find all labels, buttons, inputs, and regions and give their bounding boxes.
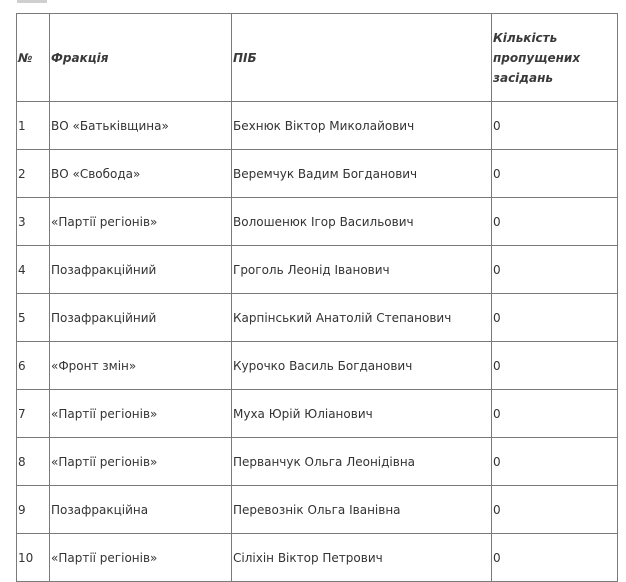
cell-full-name: Веремчук Вадим Богданович (232, 150, 492, 198)
header-full-name: ПІБ (232, 14, 492, 102)
cell-number: 1 (17, 102, 50, 150)
cell-faction: ВО «Батьківщина» (50, 102, 232, 150)
cell-number: 6 (17, 342, 50, 390)
table-row (17, 198, 618, 246)
cell-missed-count: 0 (492, 486, 618, 534)
cell-full-name: Перванчук Ольга Леонідівна (232, 438, 492, 486)
top-divider (17, 0, 47, 3)
cell-full-name: Бехнюк Віктор Миколайович (232, 102, 492, 150)
cell-missed-count: 0 (492, 150, 618, 198)
cell-missed-count: 0 (492, 342, 618, 390)
cell-full-name: Карпінський Анатолій Степанович (232, 294, 492, 342)
cell-faction: Позафракційна (50, 486, 232, 534)
cell-faction: «Партії регіонів» (50, 438, 232, 486)
header-faction: Фракція (50, 14, 232, 102)
cell-missed-count: 0 (492, 246, 618, 294)
cell-missed-count: 0 (492, 390, 618, 438)
cell-missed-count: 0 (492, 438, 618, 486)
table-row (17, 342, 618, 390)
cell-faction: Позафракційний (50, 294, 232, 342)
table-row (17, 534, 618, 582)
table-row (17, 390, 618, 438)
cell-missed-count: 0 (492, 198, 618, 246)
table-header-row (17, 14, 618, 102)
cell-number: 4 (17, 246, 50, 294)
attendance-table (16, 13, 618, 582)
cell-number: 3 (17, 198, 50, 246)
table-row (17, 294, 618, 342)
cell-full-name: Муха Юрій Юліанович (232, 390, 492, 438)
table-row (17, 246, 618, 294)
cell-full-name: Перевознік Ольга Іванівна (232, 486, 492, 534)
cell-missed-count: 0 (492, 294, 618, 342)
table-row (17, 438, 618, 486)
cell-full-name: Волошенюк Ігор Васильович (232, 198, 492, 246)
cell-number: 5 (17, 294, 50, 342)
table-row (17, 486, 618, 534)
cell-number: 2 (17, 150, 50, 198)
cell-full-name: Гроголь Леонід Іванович (232, 246, 492, 294)
header-number: № (17, 14, 50, 102)
cell-faction: «Партії регіонів» (50, 534, 232, 582)
cell-number: 8 (17, 438, 50, 486)
cell-number: 9 (17, 486, 50, 534)
cell-missed-count: 0 (492, 534, 618, 582)
table-row (17, 150, 618, 198)
header-missed-sessions: Кількість пропущених засідань (492, 14, 618, 102)
cell-full-name: Сіліхін Віктор Петрович (232, 534, 492, 582)
cell-full-name: Курочко Василь Богданович (232, 342, 492, 390)
cell-number: 10 (17, 534, 50, 582)
cell-faction: Позафракційний (50, 246, 232, 294)
cell-faction: «Партії регіонів» (50, 198, 232, 246)
cell-faction: ВО «Свобода» (50, 150, 232, 198)
cell-faction: «Партії регіонів» (50, 390, 232, 438)
cell-faction: «Фронт змін» (50, 342, 232, 390)
cell-number: 7 (17, 390, 50, 438)
cell-missed-count: 0 (492, 102, 618, 150)
table-row (17, 102, 618, 150)
